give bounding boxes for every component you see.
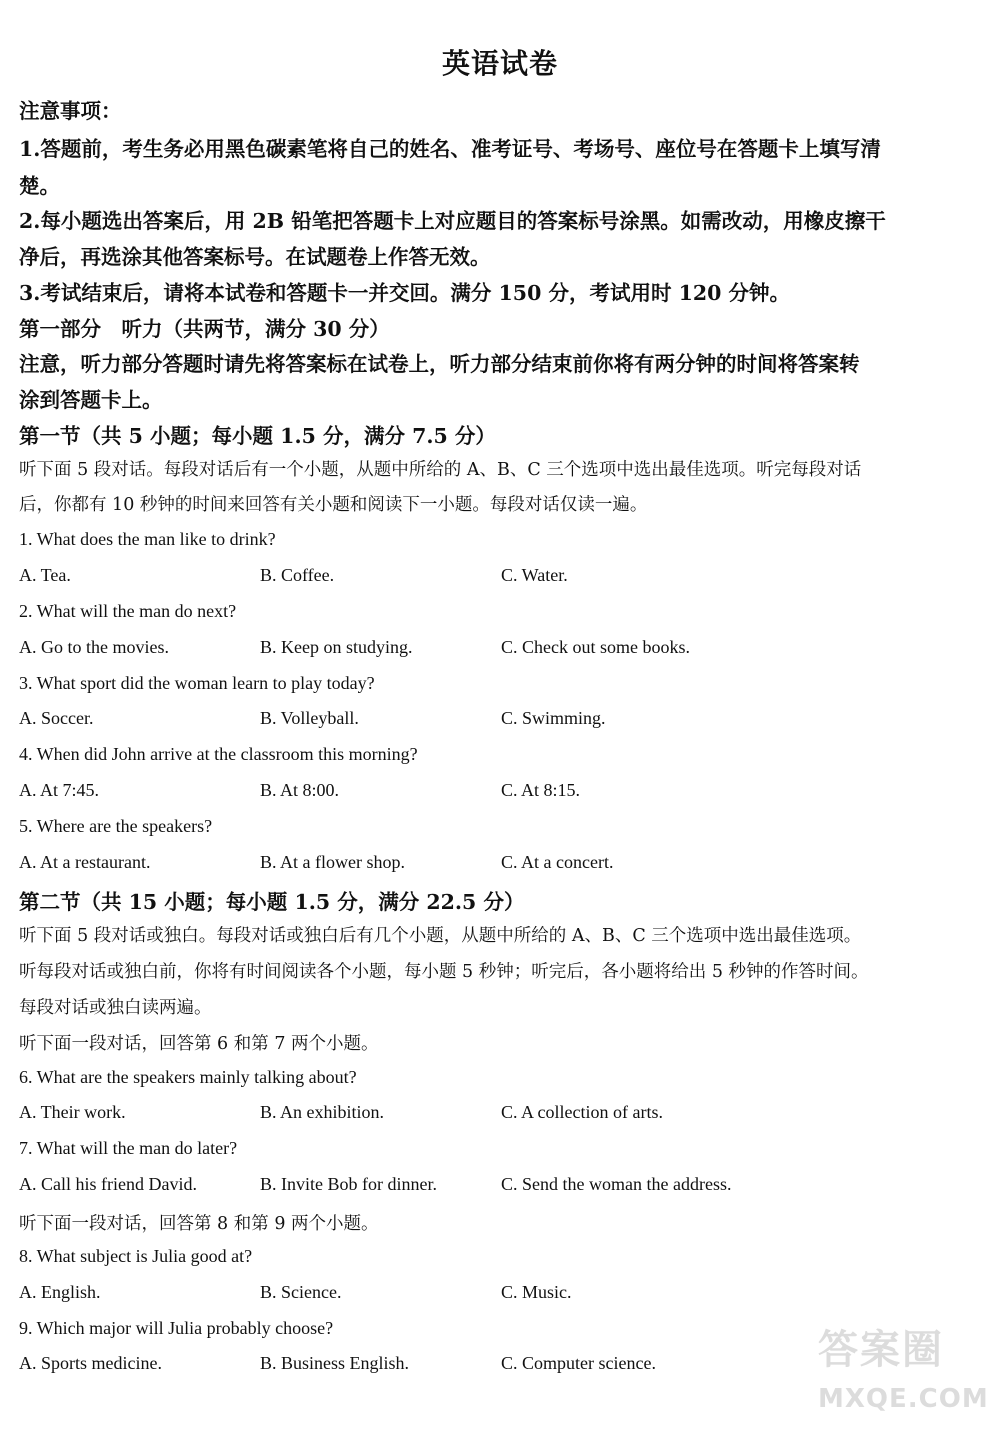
section1-instructions: 后，你都有 10 秒钟的时间来回答有关小题和阅读下一小题。每段对话仅读一遍。 [19,495,648,515]
question-4: 4. When did John arrive at the classroom this morning? [19,744,418,764]
option-6a: A. Their work. [19,1102,126,1122]
notice-item: 楚。 [19,174,60,198]
watermark [818,1318,988,1430]
option-7b: B. Invite Bob for dinner. [260,1174,437,1194]
part1-heading: 第一部分 听力（共两节，满分 30 分） [19,317,390,341]
option-5b: B. At a flower shop. [260,852,405,872]
watermark-logo: 答案圈 [818,1327,944,1373]
question-7: 7. What will the man do later? [19,1138,238,1158]
option-8a: A. English. [19,1282,101,1302]
option-9c: C. Computer science. [501,1353,656,1373]
option-1a: A. Tea. [19,565,71,585]
option-5c: C. At a concert. [501,852,614,872]
section2-instructions: 听下面 5 段对话或独白。每段对话或独白后有几个小题，从题中所给的 A、B、C 三个选项中选出最佳选项。 [19,926,862,946]
question-9: 9. Which major will Julia probably choose? [19,1318,334,1338]
option-4a: A. At 7:45. [19,780,100,800]
exam-title: 英语试卷 [441,47,558,80]
part1-note: 注意，听力部分答题时请先将答案标在试卷上，听力部分结束前你将有两分钟的时间将答案转 [19,352,860,376]
option-6c: C. A collection of arts. [501,1102,663,1122]
option-7c: C. Send the woman the address. [501,1174,732,1194]
question-1: 1. What does the man like to drink? [19,529,276,549]
section2-heading: 第二节（共 15 小题；每小题 1.5 分，满分 22.5 分） [19,890,525,914]
option-8c: C. Music. [501,1282,572,1302]
section2-instructions: 每段对话或独白读两遍。 [19,998,212,1018]
option-3b: B. Volleyball. [260,708,359,728]
dialogue-prompt: 听下面一段对话，回答第 6 和第 7 两个小题。 [19,1034,379,1054]
option-9a: A. Sports medicine. [19,1353,162,1373]
option-3a: A. Soccer. [19,708,94,728]
option-5a: A. At a restaurant. [19,852,151,872]
option-6b: B. An exhibition. [260,1102,385,1122]
option-7a: A. Call his friend David. [19,1174,197,1194]
question-6: 6. What are the speakers mainly talking about? [19,1067,357,1087]
option-9b: B. Business English. [260,1353,410,1373]
option-4b: B. At 8:00. [260,780,340,800]
question-3: 3. What sport did the woman learn to play today? [19,673,375,693]
section2-instructions: 听每段对话或独白前，你将有时间阅读各个小题，每小题 5 秒钟；听完后，各小题将给出 5 秒钟的作答时间。 [19,962,869,982]
option-8b: B. Science. [260,1282,342,1302]
dialogue-prompt: 听下面一段对话，回答第 8 和第 9 两个小题。 [19,1214,379,1234]
question-5: 5. Where are the speakers? [19,816,213,836]
watermark-url: MXQE.COM [818,1384,989,1414]
notice-item: 3.考试结束后，请将本试卷和答题卡一并交回。满分 150 分，考试用时 120 分钟。 [19,281,791,305]
option-1c: C. Water. [501,565,568,585]
notice-item: 2.每小题选出答案后，用 2B 铅笔把答题卡上对应题目的答案标号涂黑。如需改动，用橡皮擦干 [19,209,886,233]
question-2: 2. What will the man do next? [19,601,237,621]
notice-item: 净后，再选涂其他答案标号。在试题卷上作答无效。 [19,245,491,269]
option-2a: A. Go to the movies. [19,637,169,657]
notice-item: 1.答题前，考生务必用黑色碳素笔将自己的姓名、准考证号、考场号、座位号在答题卡上填写清 [19,137,881,161]
notice-heading: 注意事项： [19,99,122,123]
option-4c: C. At 8:15. [501,780,581,800]
section1-instructions: 听下面 5 段对话。每段对话后有一个小题，从题中所给的 A、B、C 三个选项中选出最佳选项。听完每段对话 [19,460,862,480]
option-2b: B. Keep on studying. [260,637,413,657]
part1-note: 涂到答题卡上。 [19,388,163,412]
section1-heading: 第一节（共 5 小题；每小题 1.5 分，满分 7.5 分） [19,424,496,448]
option-3c: C. Swimming. [501,708,606,728]
option-1b: B. Coffee. [260,565,335,585]
question-8: 8. What subject is Julia good at? [19,1246,253,1266]
option-2c: C. Check out some books. [501,637,690,657]
